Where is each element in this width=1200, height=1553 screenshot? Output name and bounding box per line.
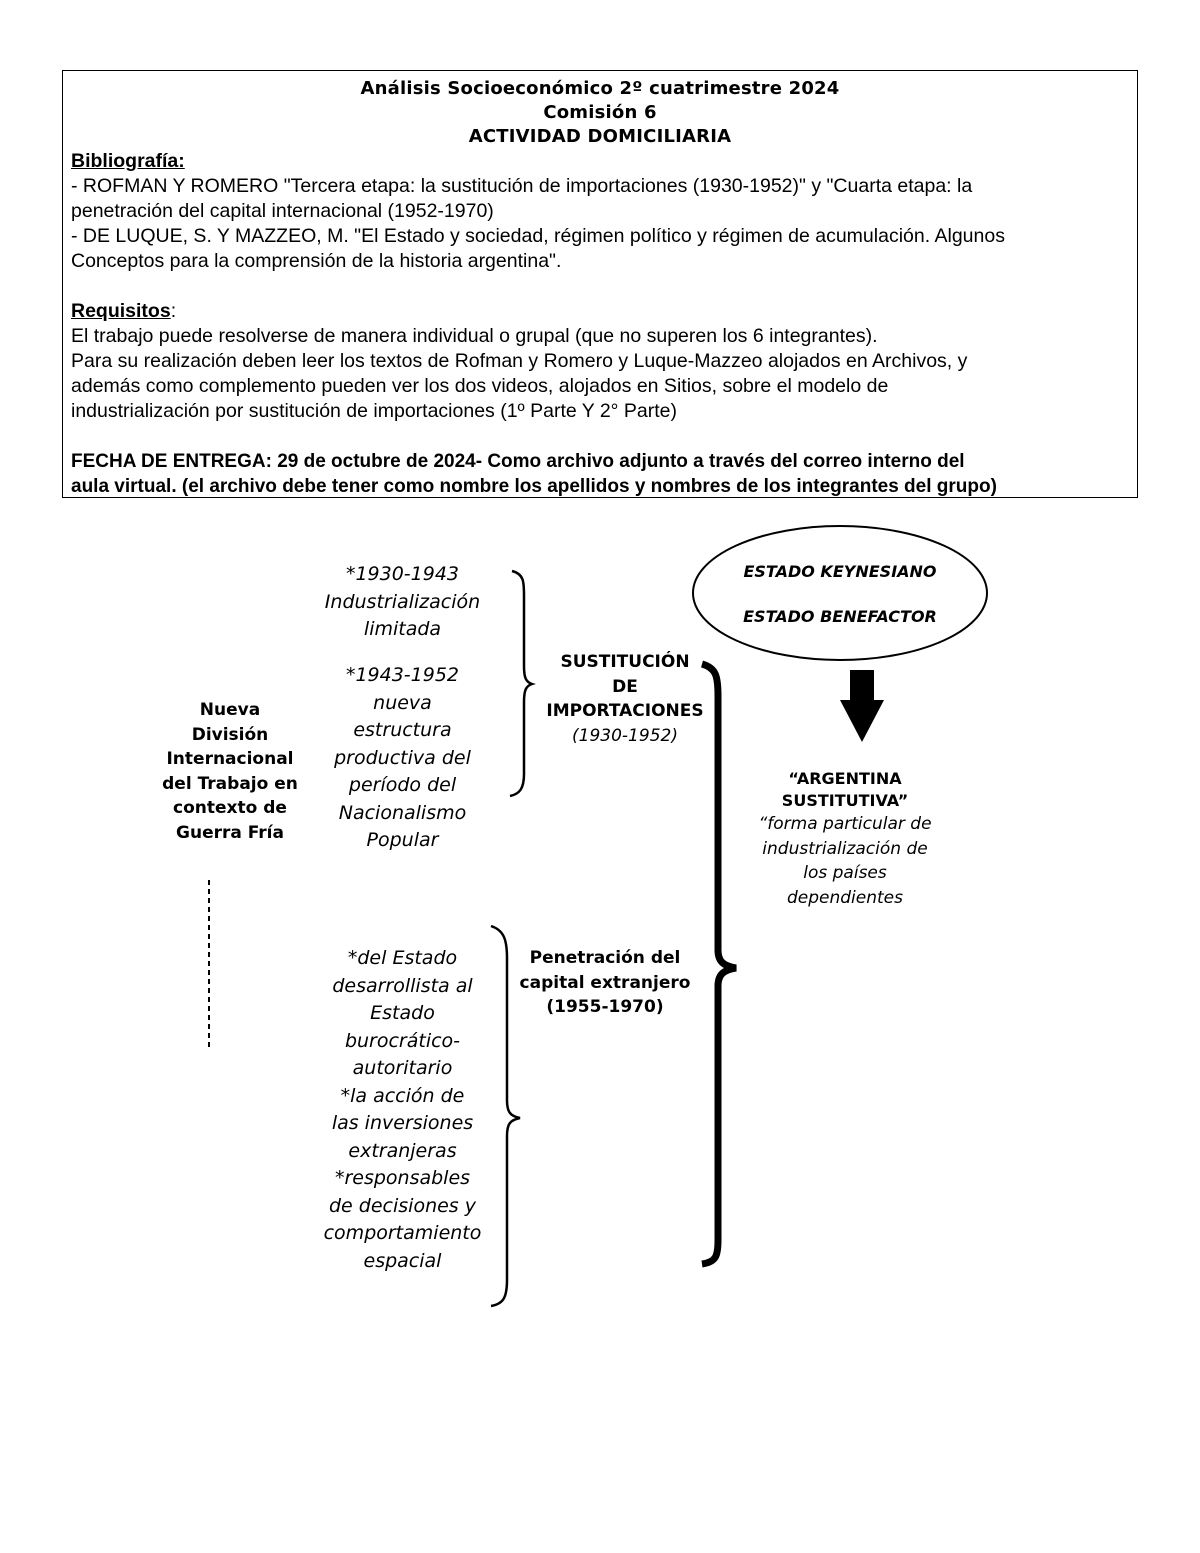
left-block-nueva-division bbox=[150, 698, 310, 845]
penetration-label bbox=[505, 946, 705, 1020]
argentina-desc-line: “forma particular de bbox=[758, 814, 932, 834]
period-1930-1943 bbox=[300, 561, 505, 644]
note-line: extranjeras bbox=[348, 1139, 457, 1162]
period-line: limitada bbox=[363, 618, 442, 640]
period-line: estructura bbox=[353, 719, 452, 741]
requirements-line: industrialización por sustitución de importaciones (1º Parte Y 2° Parte) bbox=[71, 400, 678, 422]
argentina-title-line: SUSTITUTIVA” bbox=[781, 791, 909, 810]
left-block-line: División bbox=[191, 724, 269, 745]
substitution-label bbox=[520, 650, 730, 748]
note-line: Estado bbox=[370, 1002, 435, 1024]
period-line: *1943-1952 bbox=[345, 664, 460, 686]
requirements-line: El trabajo puede resolverse de manera individual o grupal (que no superen los 6 integrantes). bbox=[71, 325, 878, 347]
down-arrow-icon bbox=[840, 670, 884, 742]
note-line: de decisiones y bbox=[329, 1194, 476, 1217]
deadline-line: FECHA DE ENTREGA: 29 de octubre de 2024- Como archivo adjunto a través del correo interno del bbox=[71, 451, 965, 472]
substitution-line: DE bbox=[612, 676, 638, 697]
note-line: autoritario bbox=[352, 1057, 453, 1079]
penetration-line: (1955-1970) bbox=[546, 997, 664, 1017]
deadline-line: aula virtual. (el archivo debe tener como nombre los apellidos y nombres de los integrantes del grupo) bbox=[71, 476, 997, 497]
note-line: *del Estado bbox=[347, 947, 458, 969]
note-line: burocrático- bbox=[344, 1029, 461, 1052]
note-line: comportamiento bbox=[323, 1222, 482, 1244]
note-line: las inversiones bbox=[331, 1112, 474, 1134]
argentina-desc-line: industrialización de bbox=[762, 838, 928, 859]
bibliography-line: Conceptos para la comprensión de la historia argentina". bbox=[71, 250, 562, 272]
state-ellipse bbox=[693, 526, 987, 660]
left-block-line: Guerra Fría bbox=[176, 822, 284, 843]
penetration-notes bbox=[300, 945, 505, 1275]
note-line: *responsables bbox=[334, 1167, 471, 1189]
substitution-line: SUSTITUCIÓN bbox=[560, 652, 690, 672]
bibliography-line: penetración del capital internacional (1952-1970) bbox=[71, 200, 494, 222]
ellipse-text-1: ESTADO KEYNESIANO bbox=[743, 562, 937, 581]
period-line: Industrialización bbox=[324, 590, 481, 613]
requirements-line: además como complemento pueden ver los dos videos, alojados en Sitios, sobre el modelo de bbox=[71, 375, 889, 397]
note-line: desarrollista al bbox=[332, 974, 473, 997]
period-line: productiva del bbox=[334, 746, 471, 769]
left-block-line: Nueva bbox=[199, 700, 261, 720]
substitution-years: (1930-1952) bbox=[572, 725, 678, 746]
note-line: *la acción de bbox=[340, 1084, 465, 1107]
activity-title: ACTIVIDAD DOMICILIARIA bbox=[468, 126, 732, 147]
commission-title: Comisión 6 bbox=[543, 102, 657, 123]
requirements-label: Requisitos bbox=[71, 300, 171, 322]
period-line: Popular bbox=[366, 829, 439, 851]
left-block-line: contexto de bbox=[173, 798, 287, 818]
period-line: *1930-1943 bbox=[345, 563, 460, 585]
argentina-title-line: “ARGENTINA bbox=[788, 769, 902, 788]
course-title: Análisis Socioeconómico 2º cuatrimestre 2024 bbox=[360, 78, 840, 99]
argentina-desc-line: los países bbox=[803, 863, 887, 883]
substitution-line: IMPORTACIONES bbox=[546, 701, 704, 721]
left-block-line: Internacional bbox=[166, 749, 294, 769]
ellipse-text-2: ESTADO BENEFACTOR bbox=[743, 607, 937, 626]
period-line: Nacionalismo bbox=[338, 801, 467, 824]
penetration-line: capital extranjero bbox=[519, 972, 691, 993]
requirements-line: Para su realización deben leer los textos de Rofman y Romero y Luque-Mazzeo alojados en Archivos, y bbox=[71, 350, 968, 372]
bibliography-line: - DE LUQUE, S. Y MAZZEO, M. "El Estado y sociedad, régimen político y régimen de acumulación. Algunos bbox=[71, 225, 1005, 247]
period-line: período del bbox=[348, 774, 457, 796]
period-line: nueva bbox=[373, 691, 432, 714]
bibliography-line: - ROFMAN Y ROMERO "Tercera etapa: la sustitución de importaciones (1930-1952)" y "Cuarta etapa: la bbox=[71, 175, 973, 197]
left-block-line: del Trabajo en bbox=[162, 773, 298, 794]
argentina-sustitutiva bbox=[745, 768, 945, 910]
penetration-line: Penetración del bbox=[529, 948, 681, 968]
brace-model-span bbox=[702, 664, 736, 1264]
bibliography-label: Bibliografía: bbox=[71, 150, 185, 172]
period-1943-1952 bbox=[300, 662, 505, 855]
requirements-colon: : bbox=[170, 300, 177, 322]
note-line: espacial bbox=[363, 1249, 442, 1272]
argentina-desc-line: dependientes bbox=[786, 887, 903, 908]
